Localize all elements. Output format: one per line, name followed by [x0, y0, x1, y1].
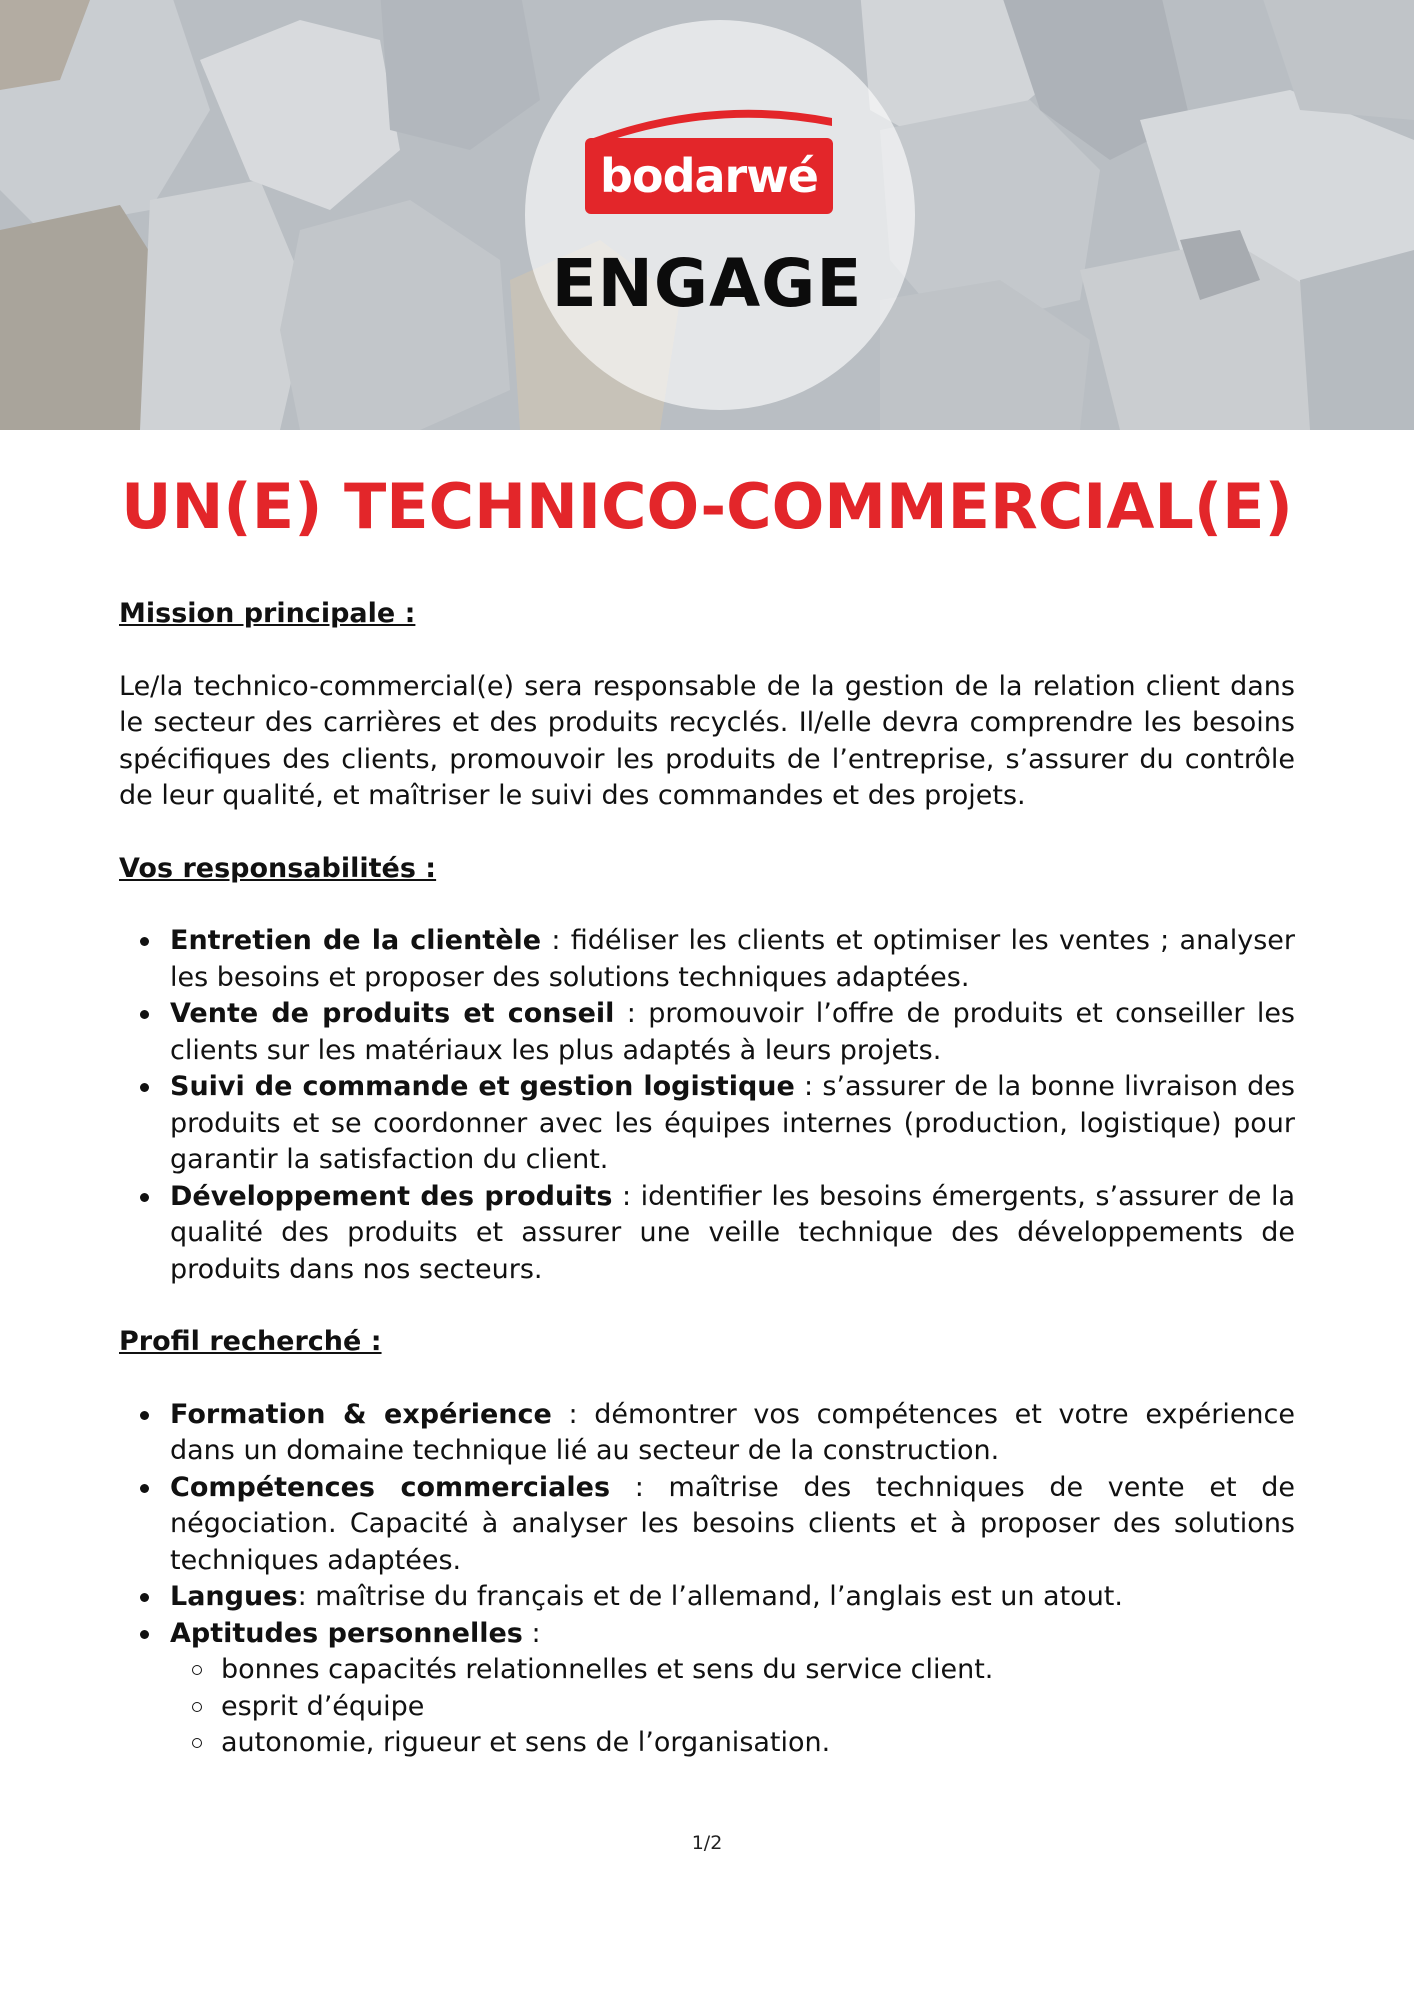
list-item	[170, 1179, 1295, 1289]
item-text: : promouvoir l’offre de produits et conseiller les clients sur les matériaux les plus adaptés à leurs projets.	[170, 998, 1295, 1066]
item-key: Aptitudes personnelles	[170, 1617, 523, 1649]
item-text: : identifier les besoins émergents, s’assurer de la qualité des produits et assurer une veille technique des développements de produits dans nos secteurs.	[170, 1180, 1295, 1285]
item-text: : démontrer vos compétences et votre expérience dans un domaine technique lié au secteur de la construction.	[170, 1398, 1295, 1466]
profile-heading: Profil recherché :	[119, 1326, 382, 1357]
responsibilities-list	[119, 923, 1295, 1288]
item-text: : maîtrise des techniques de vente et de négociation. Capacité à analyser les besoins clients et à proposer des solutions techniques adaptées.	[170, 1471, 1295, 1576]
sub-list-item: bonnes capacités relationnelles et sens du service client.	[221, 1652, 1295, 1689]
page-number: 1/2	[691, 1832, 723, 1854]
sub-list-item: autonomie, rigueur et sens de l’organisation.	[221, 1725, 1295, 1762]
item-text: : fidéliser les clients et optimiser les ventes ; analyser les besoins et proposer des solutions techniques adaptées.	[170, 925, 1295, 993]
mission-heading: Mission principale :	[119, 598, 416, 629]
list-item	[170, 996, 1295, 1069]
job-title: UN(E) TECHNICO-COMMERCIAL(E)	[121, 470, 1293, 543]
responsibilities-heading: Vos responsabilités :	[119, 852, 437, 884]
header-banner	[0, 0, 1414, 430]
bodarwe-logo	[580, 100, 840, 220]
list-item	[170, 1069, 1295, 1179]
sub-list-item: esprit d’équipe	[221, 1689, 1295, 1726]
list-item	[170, 1579, 1295, 1616]
item-key: Suivi de commande et gestion logistique	[170, 1071, 795, 1102]
job-description	[119, 596, 1295, 1798]
item-key: Formation & expérience	[170, 1398, 552, 1430]
list-item	[170, 1397, 1295, 1470]
item-text: : maîtrise du français et de l’allemand, l’anglais est un atout.	[297, 1581, 1123, 1612]
item-key: Langues	[170, 1581, 298, 1612]
list-item	[170, 1470, 1295, 1580]
item-key: Entretien de la clientèle	[170, 925, 542, 956]
aptitudes-sublist	[170, 1652, 1295, 1762]
item-text: : s’assurer de la bonne livraison des produits et se coordonner avec les équipes internes (production, logistique) pour garantir la satisfaction du client.	[170, 1071, 1295, 1175]
list-item	[170, 1616, 1295, 1762]
profile-list	[119, 1397, 1295, 1762]
item-key: Vente de produits et conseil	[170, 998, 615, 1029]
item-text: :	[522, 1617, 541, 1649]
engage-heading: ENGAGE	[551, 245, 863, 322]
logo-wordmark: bodarwé	[585, 138, 833, 214]
list-item	[170, 923, 1295, 996]
mission-text: Le/la technico-commercial(e) sera responsable de la gestion de la relation client dans le secteur des carrières et des produits recyclés. Il/elle devra comprendre les besoins spécifiques des clients, promouvoir les produits de l’entreprise, s’assurer du contrôle de leur qualité, et maîtriser le suivi des commandes et des projets.	[119, 670, 1295, 811]
item-key: Compétences commerciales	[170, 1471, 611, 1503]
item-key: Développement des produits	[170, 1180, 613, 1212]
